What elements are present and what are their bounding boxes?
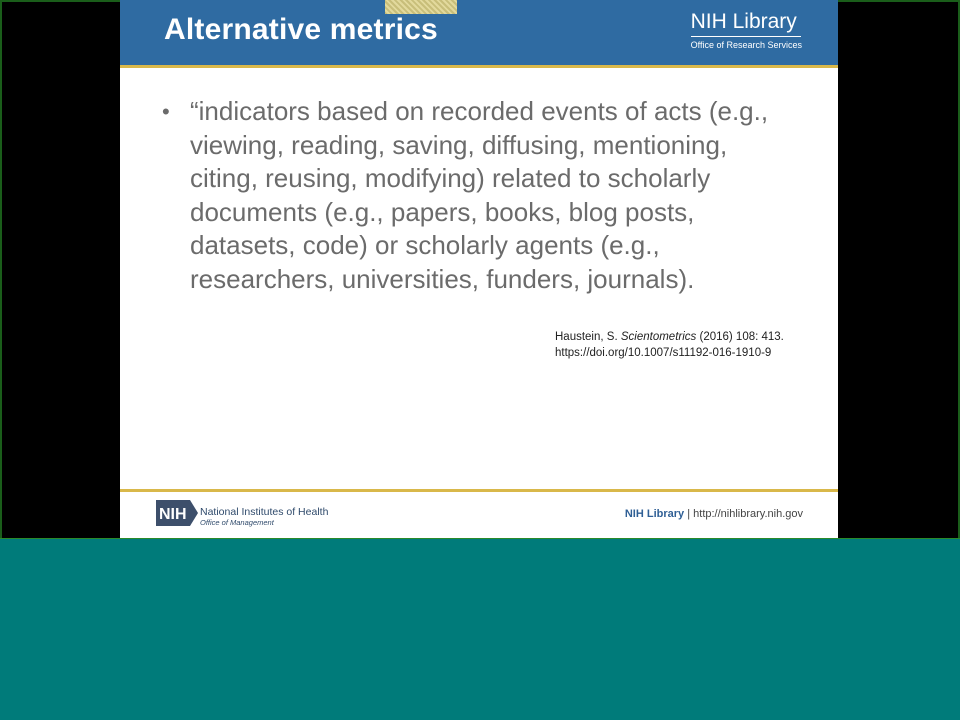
footer-library-label: NIH Library <box>624 508 685 520</box>
footer-library-link <box>625 508 803 520</box>
citation-line <box>555 330 784 346</box>
lower-panel-edge <box>0 538 960 539</box>
brand-subtitle: Office of Research Services <box>690 40 802 50</box>
footer-url: http://nihlibrary.nih.gov <box>693 508 803 520</box>
brand-name: NIH Library <box>690 10 797 33</box>
frame-edge-left <box>0 0 2 538</box>
citation-author: Haustein, S. <box>555 331 618 343</box>
nih-org <box>200 506 328 528</box>
nih-logo-icon <box>156 500 200 526</box>
nih-library-brand <box>691 10 802 51</box>
brand-divider <box>691 36 801 37</box>
citation-doi: https://doi.org/10.1007/s11192-016-1910-9 <box>555 346 772 359</box>
nih-org-office: Office of Management <box>200 518 274 527</box>
lower-teal-panel <box>0 538 960 720</box>
bullet-item <box>162 95 802 296</box>
header-accent-stripe <box>120 65 838 68</box>
header-tab-decoration <box>385 0 457 14</box>
citation-details: (2016) 108: 413. <box>699 331 784 343</box>
slide-header <box>120 0 838 65</box>
presentation-slide <box>120 0 838 538</box>
slide-title: Alternative metrics <box>164 13 438 46</box>
footer-separator: | <box>684 508 694 520</box>
nih-org-name: National Institutes of Health <box>200 506 329 518</box>
nih-logo-text: NIH <box>159 506 187 523</box>
citation <box>555 330 784 361</box>
footer-accent-stripe <box>120 489 838 492</box>
bullet-text: “indicators based on recorded events of acts (e.g., viewing, reading, saving, diffusing, mentioning, citing, reusing, modifying) related to scholarly documents (e.g., papers, books, blog posts, datasets, code) or scholarly agents (e.g., researchers, universities, funders, journals). <box>190 96 769 294</box>
citation-journal: Scientometrics <box>620 331 697 343</box>
bullet-dot-icon: • <box>162 99 170 124</box>
